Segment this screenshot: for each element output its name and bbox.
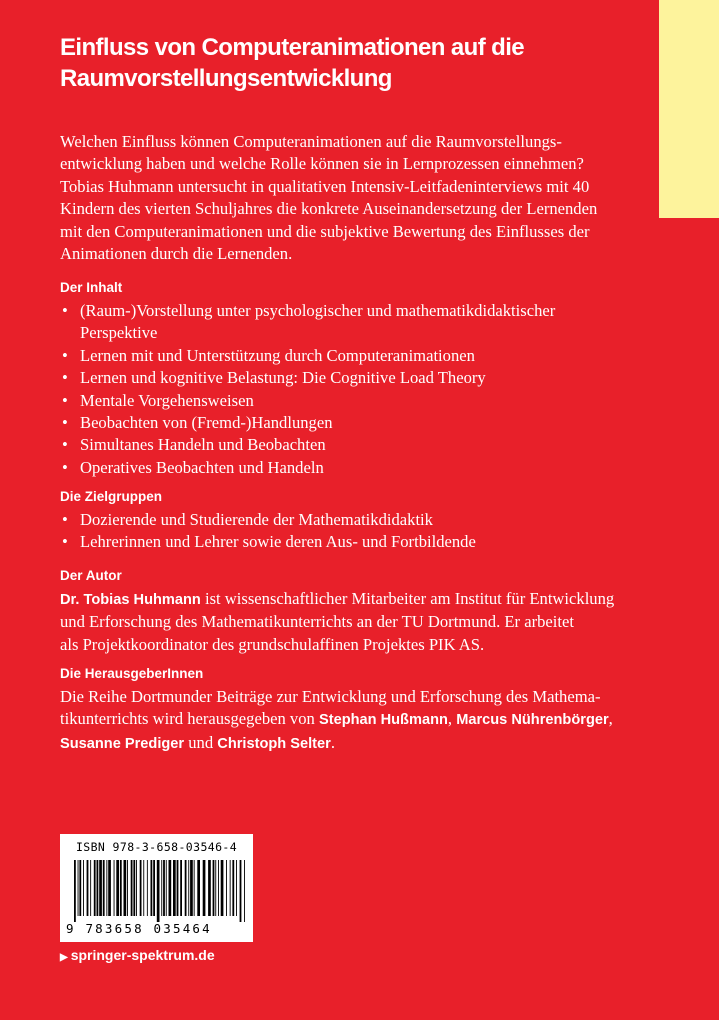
section-zielgruppen <box>60 487 664 554</box>
inhalt-list <box>60 300 664 479</box>
barcode-bar <box>97 860 99 916</box>
barcode-bar <box>213 860 215 916</box>
section-herausgeber <box>60 664 664 755</box>
list-item: • Mentale Vorgehensweisen <box>60 390 664 412</box>
barcode-bar <box>127 860 128 916</box>
editor-name: Susanne Prediger <box>60 735 185 752</box>
intro-line: entwicklung haben und welche Rolle können sie in Lernprozessen einnehmen? <box>60 154 584 174</box>
section-heading-zielgruppen: Die Zielgruppen <box>60 489 163 504</box>
barcode-bar <box>99 860 102 916</box>
barcode-bar <box>136 860 137 916</box>
herausgeber-paragraph: Die Reihe Dortmunder Beiträge zur Entwicklung und Erforschung des Mathema- tikunterrichts wird herausgegeben von Stephan Hußmann, Marcus Nührenbörger, Susanne Prediger und Christoph Selter. <box>60 687 613 752</box>
barcode-bar <box>169 860 172 916</box>
barcode-bar <box>208 860 211 916</box>
barcode-bar <box>180 860 182 916</box>
barcode-bar <box>124 860 127 916</box>
barcode-bar <box>116 860 119 916</box>
barcode-bar <box>230 860 231 916</box>
zielgruppen-list <box>60 509 664 554</box>
intro-line: Kindern des vierten Schuljahres die konkrete Auseinandersetzung der Lernenden <box>60 199 598 219</box>
barcode-bar <box>244 860 245 922</box>
barcode-bar <box>114 860 115 916</box>
list-item: • Lernen mit und Unterstützung durch Computeranimationen <box>60 345 664 367</box>
barcode-bar <box>78 860 79 916</box>
barcode-bar <box>74 860 76 922</box>
barcode-bar <box>94 860 96 916</box>
editor-name: Marcus Nührenbörger <box>456 712 609 729</box>
autor-paragraph: Dr. Tobias Huhmann ist wissenschaftlicher Mitarbeiter am Institut für Entwicklung und Erforschung des Mathematikunterrichts an der TU Dortmund. Er arbeitet als Projektkoordinator des grundschulaffinen Projektes PIK AS. <box>60 589 615 654</box>
list-item: • Lernen und kognitive Belastung: Die Cognitive Load Theory <box>60 367 664 389</box>
barcode-bar <box>203 860 206 916</box>
title-line-1: Einfluss von Computeranimationen auf die <box>60 34 525 61</box>
list-item: • Dozierende und Studierende der Mathematikdidaktik <box>60 509 664 531</box>
yellow-corner-tab <box>659 0 719 218</box>
barcode-bar <box>83 860 84 916</box>
author-name: Dr. Tobias Huhmann <box>60 592 201 608</box>
section-inhalt <box>60 278 664 479</box>
barcode-bar <box>163 860 165 916</box>
editor-name: Stephan Hußmann <box>318 712 448 729</box>
publisher-url-text: springer-spektrum.de <box>70 947 215 963</box>
barcode-bar <box>151 860 153 916</box>
barcode-bar <box>108 860 111 916</box>
section-heading-inhalt: Der Inhalt <box>60 280 123 295</box>
barcode-bar <box>177 860 179 916</box>
barcode-bar <box>90 860 91 916</box>
barcode-bar <box>218 860 219 916</box>
barcode-bar <box>166 860 167 916</box>
book-title <box>60 32 620 94</box>
publisher-url[interactable] <box>60 947 215 963</box>
barcode-bar <box>133 860 135 916</box>
barcode-bar <box>103 860 105 916</box>
barcode-bar <box>143 860 144 916</box>
barcode-bar <box>140 860 142 916</box>
barcode-bar <box>161 860 162 916</box>
barcode-bars <box>74 860 246 922</box>
barcode-bar <box>232 860 234 916</box>
barcode-bar <box>190 860 193 916</box>
list-item: • Beobachten von (Fremd-)Handlungen <box>60 412 664 434</box>
barcode-bar <box>236 860 237 916</box>
section-heading-autor: Der Autor <box>60 568 122 583</box>
list-item: • Lehrerinnen und Lehrer sowie deren Aus- und Fortbildende <box>60 531 664 553</box>
barcode-bar <box>147 860 148 916</box>
barcode-digits: 9 783658 035464 <box>66 921 212 936</box>
list-item: • Simultanes Handeln und Beobachten <box>60 434 664 456</box>
triangle-right-icon: ▶ <box>60 952 68 963</box>
barcode-bar <box>79 860 81 916</box>
barcode-bar <box>131 860 133 916</box>
barcode-bar <box>240 860 242 922</box>
intro-line: Tobias Huhmann untersucht in qualitativen Intensiv-Leitfadeninterviews mit 40 <box>60 176 590 196</box>
list-item: • (Raum-)Vorstellung unter psychologischer und mathematikdidaktischer Perspektive <box>60 300 664 345</box>
isbn-barcode <box>60 834 253 942</box>
intro-line: Welchen Einfluss können Computeranimationen auf die Raumvorstellungs- <box>60 132 562 151</box>
section-autor <box>60 566 664 656</box>
title-line-2: Raumvorstellungsentwicklung <box>60 65 392 92</box>
barcode-bar <box>185 860 187 916</box>
barcode-bar <box>153 860 155 916</box>
barcode-bar <box>87 860 89 916</box>
barcode-bar <box>215 860 216 916</box>
section-heading-herausgeber: Die HerausgeberInnen <box>60 666 204 681</box>
barcode-bar <box>188 860 189 916</box>
barcode-bar <box>194 860 195 916</box>
intro-paragraph <box>60 131 664 265</box>
barcode-bar <box>106 860 107 916</box>
barcode-bar <box>197 860 200 916</box>
barcode-bar <box>226 860 227 916</box>
barcode-bar <box>157 860 160 922</box>
barcode-bar <box>221 860 224 916</box>
barcode-bar <box>173 860 176 916</box>
editor-name: Christoph Selter <box>217 735 331 752</box>
isbn-label: ISBN 978-3-658-03546-4 <box>75 840 238 854</box>
intro-line: Animationen durch die Lernenden. <box>60 244 293 264</box>
intro-line: mit den Computeranimationen und die subjektive Bewertung des Einflusses der <box>60 221 590 241</box>
list-item: • Operatives Beobachten und Handeln <box>60 457 664 479</box>
barcode-bar <box>120 860 122 916</box>
